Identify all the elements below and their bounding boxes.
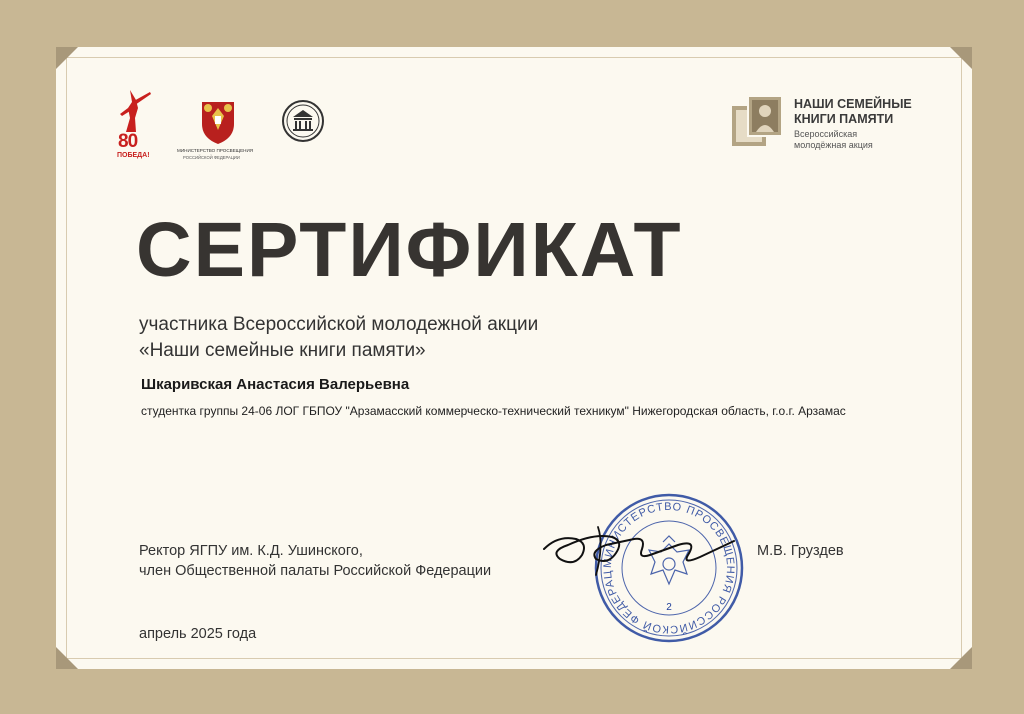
subtitle-line1: участника Всероссийской молодежной акции xyxy=(139,314,539,335)
signatory-title-line1: Ректор ЯГПУ им. К.Д. Ушинского, xyxy=(139,543,363,559)
handwritten-signature xyxy=(538,515,738,585)
university-building-icon xyxy=(279,99,327,143)
project-logo xyxy=(730,92,930,152)
signatory-name: М.В. Груздев xyxy=(757,543,844,559)
motherland-statue-icon xyxy=(116,88,162,136)
ministry-name-line2: РОССИЙСКОЙ ФЕДЕРАЦИИ xyxy=(183,155,240,160)
victory-80-logo xyxy=(116,88,162,164)
recipient-name: Шкаривская Анастасия Валерьевна xyxy=(141,376,410,393)
stamp-text: МИНИСТЕРСТВО ПРОСВЕЩЕНИЯ РОССИЙСКОЙ ФЕДЕРАЦ xyxy=(601,500,737,636)
victory-word: ПОБЕДА! xyxy=(117,152,150,159)
issue-date: апрель 2025 года xyxy=(139,626,257,642)
project-name-line2: КНИГИ ПАМЯТИ xyxy=(794,112,894,126)
project-desc-line2: молодёжная акция xyxy=(794,140,873,150)
university-logo xyxy=(279,99,327,143)
signatory-title-line2: член Общественной палаты Российской Федерации xyxy=(139,563,492,579)
project-name-line1: НАШИ СЕМЕЙНЫЕ xyxy=(794,97,912,111)
subtitle-line2: «Наши семейные книги памяти» xyxy=(139,340,426,361)
certificate-title: СЕРТИФИКАТ xyxy=(136,207,683,293)
stamp-number: 2 xyxy=(666,602,672,613)
recipient-description: студентка группы 24-06 ЛОГ ГБПОУ "Арзамасский коммерческо-технический техникум" Нижегородская область, г.о.г. Арзамас xyxy=(141,404,846,418)
ministry-name-line1: МИНИСТЕРСТВО ПРОСВЕЩЕНИЯ xyxy=(177,148,254,153)
memory-book-stamp-icon xyxy=(730,92,786,152)
project-desc-line1: Всероссийская xyxy=(794,129,858,139)
ministry-logo xyxy=(172,96,264,166)
victory-number: 80 xyxy=(118,131,138,152)
ministry-emblem-icon xyxy=(172,96,264,146)
